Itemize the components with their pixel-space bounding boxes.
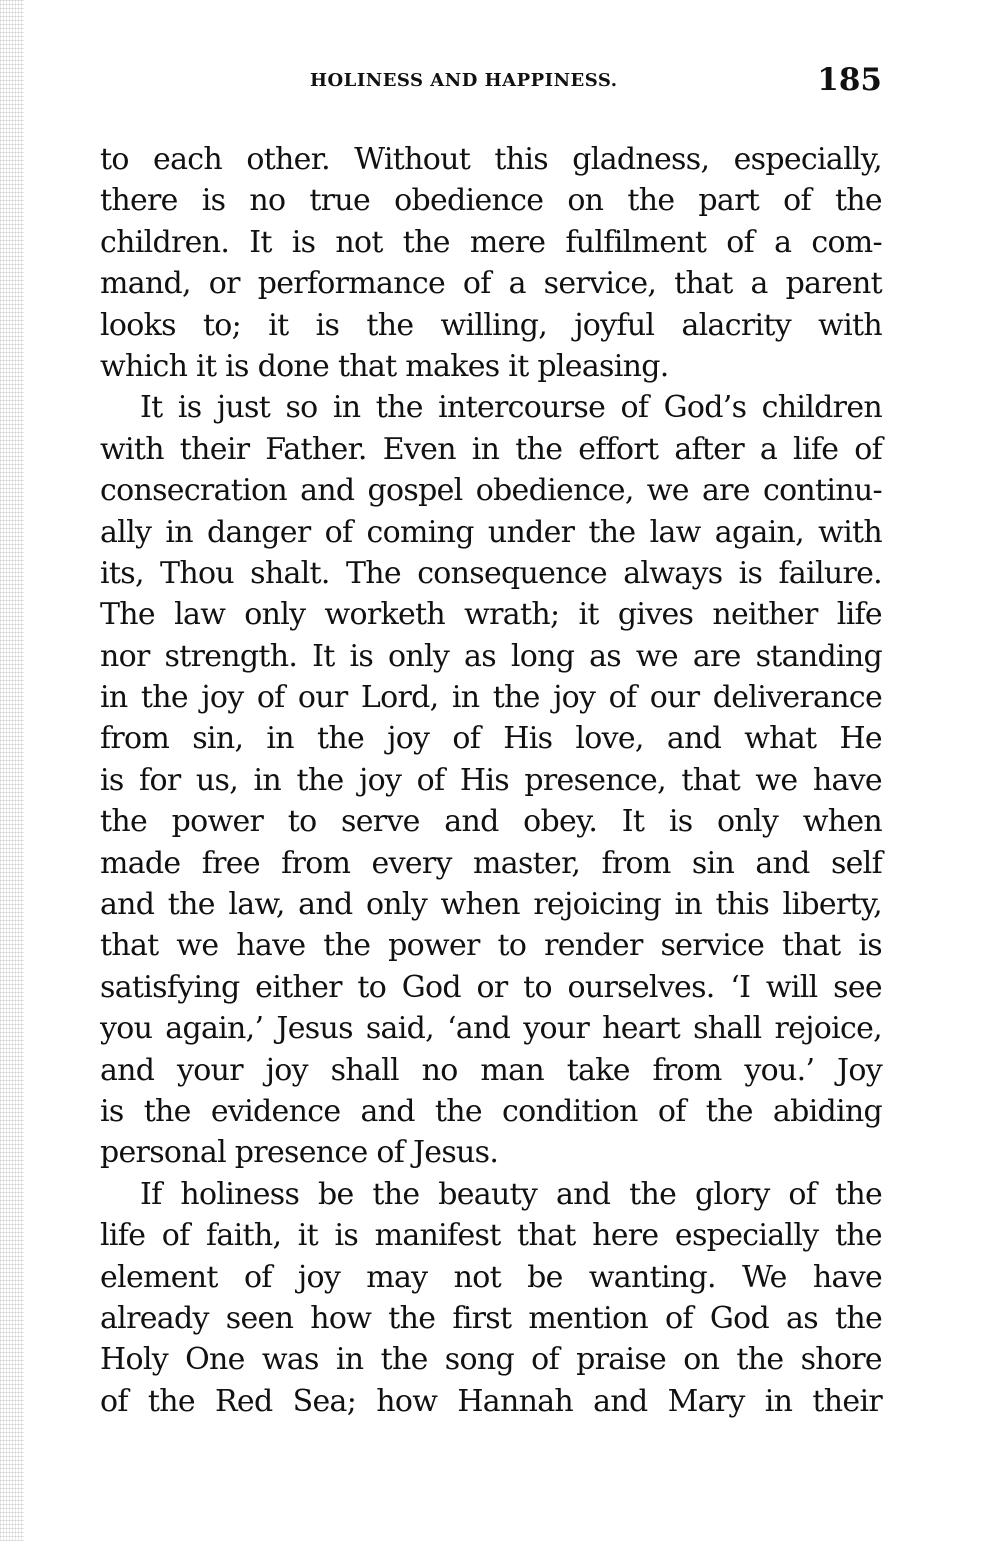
text-line: that we have the power to render service that is: [100, 928, 882, 964]
text-line: Holy One was in the song of praise on the shore: [100, 1342, 882, 1378]
text-line: with their Father. Even in the effort after a life of: [100, 431, 882, 467]
running-title: HOLINESS AND HAPPINESS.: [310, 70, 618, 91]
paragraph-1: [100, 139, 882, 387]
text-line: already seen how the first mention of God as the: [100, 1300, 882, 1336]
text-line: which it is done that makes it pleasing.: [100, 348, 669, 384]
text-line: of the Red Sea; how Hannah and Mary in their: [100, 1383, 882, 1419]
text-line: and the law, and only when rejoicing in this liberty,: [100, 887, 882, 923]
text-line: in the joy of our Lord, in the joy of our deliverance: [100, 680, 882, 716]
text-line: life of faith, it is manifest that here especially the: [100, 1218, 882, 1254]
text-line: looks to; it is the willing, joyful alacrity with: [100, 307, 882, 343]
body-text: [100, 139, 882, 1422]
text-line: element of joy may not be wanting. We have: [100, 1259, 882, 1295]
text-line: The law only worketh wrath; it gives neither life: [100, 597, 882, 633]
text-line: satisfying either to God or to ourselves. ‘I will see: [100, 969, 882, 1005]
text-line: and your joy shall no man take from you.’ Joy: [100, 1052, 882, 1088]
text-line: personal presence of Jesus.: [100, 1135, 499, 1171]
text-line: mand, or performance of a service, that a parent: [100, 266, 882, 302]
text-line: the power to serve and obey. It is only when: [100, 804, 882, 840]
running-header: [100, 62, 882, 102]
text-line: It is just so in the intercourse of God’s children: [140, 390, 882, 426]
paragraph-2: [100, 387, 882, 1173]
text-line: there is no true obedience on the part of the: [100, 183, 882, 219]
text-line: consecration and gospel obedience, we are continu-: [100, 473, 882, 509]
text-line: its, Thou shalt. The consequence always is failure.: [100, 555, 882, 591]
text-line: made free from every master, from sin and self: [100, 845, 882, 881]
page-binding-edge: [0, 0, 24, 1541]
text-line: is the evidence and the condition of the abiding: [100, 1093, 882, 1129]
text-line: from sin, in the joy of His love, and what He: [100, 721, 882, 757]
text-line: If holiness be the beauty and the glory of the: [140, 1176, 882, 1212]
text-line: ally in danger of coming under the law again, with: [100, 514, 882, 550]
text-line: children. It is not the mere fulfilment of a com-: [100, 224, 882, 260]
text-line: to each other. Without this gladness, especially,: [100, 142, 882, 177]
text-line: nor strength. It is only as long as we are standing: [100, 638, 882, 674]
page-number: 185: [817, 62, 882, 98]
text-line: you again,’ Jesus said, ‘and your heart shall rejoice,: [100, 1011, 882, 1047]
text-line: is for us, in the joy of His presence, that we have: [100, 762, 882, 798]
paragraph-3: [100, 1174, 882, 1422]
